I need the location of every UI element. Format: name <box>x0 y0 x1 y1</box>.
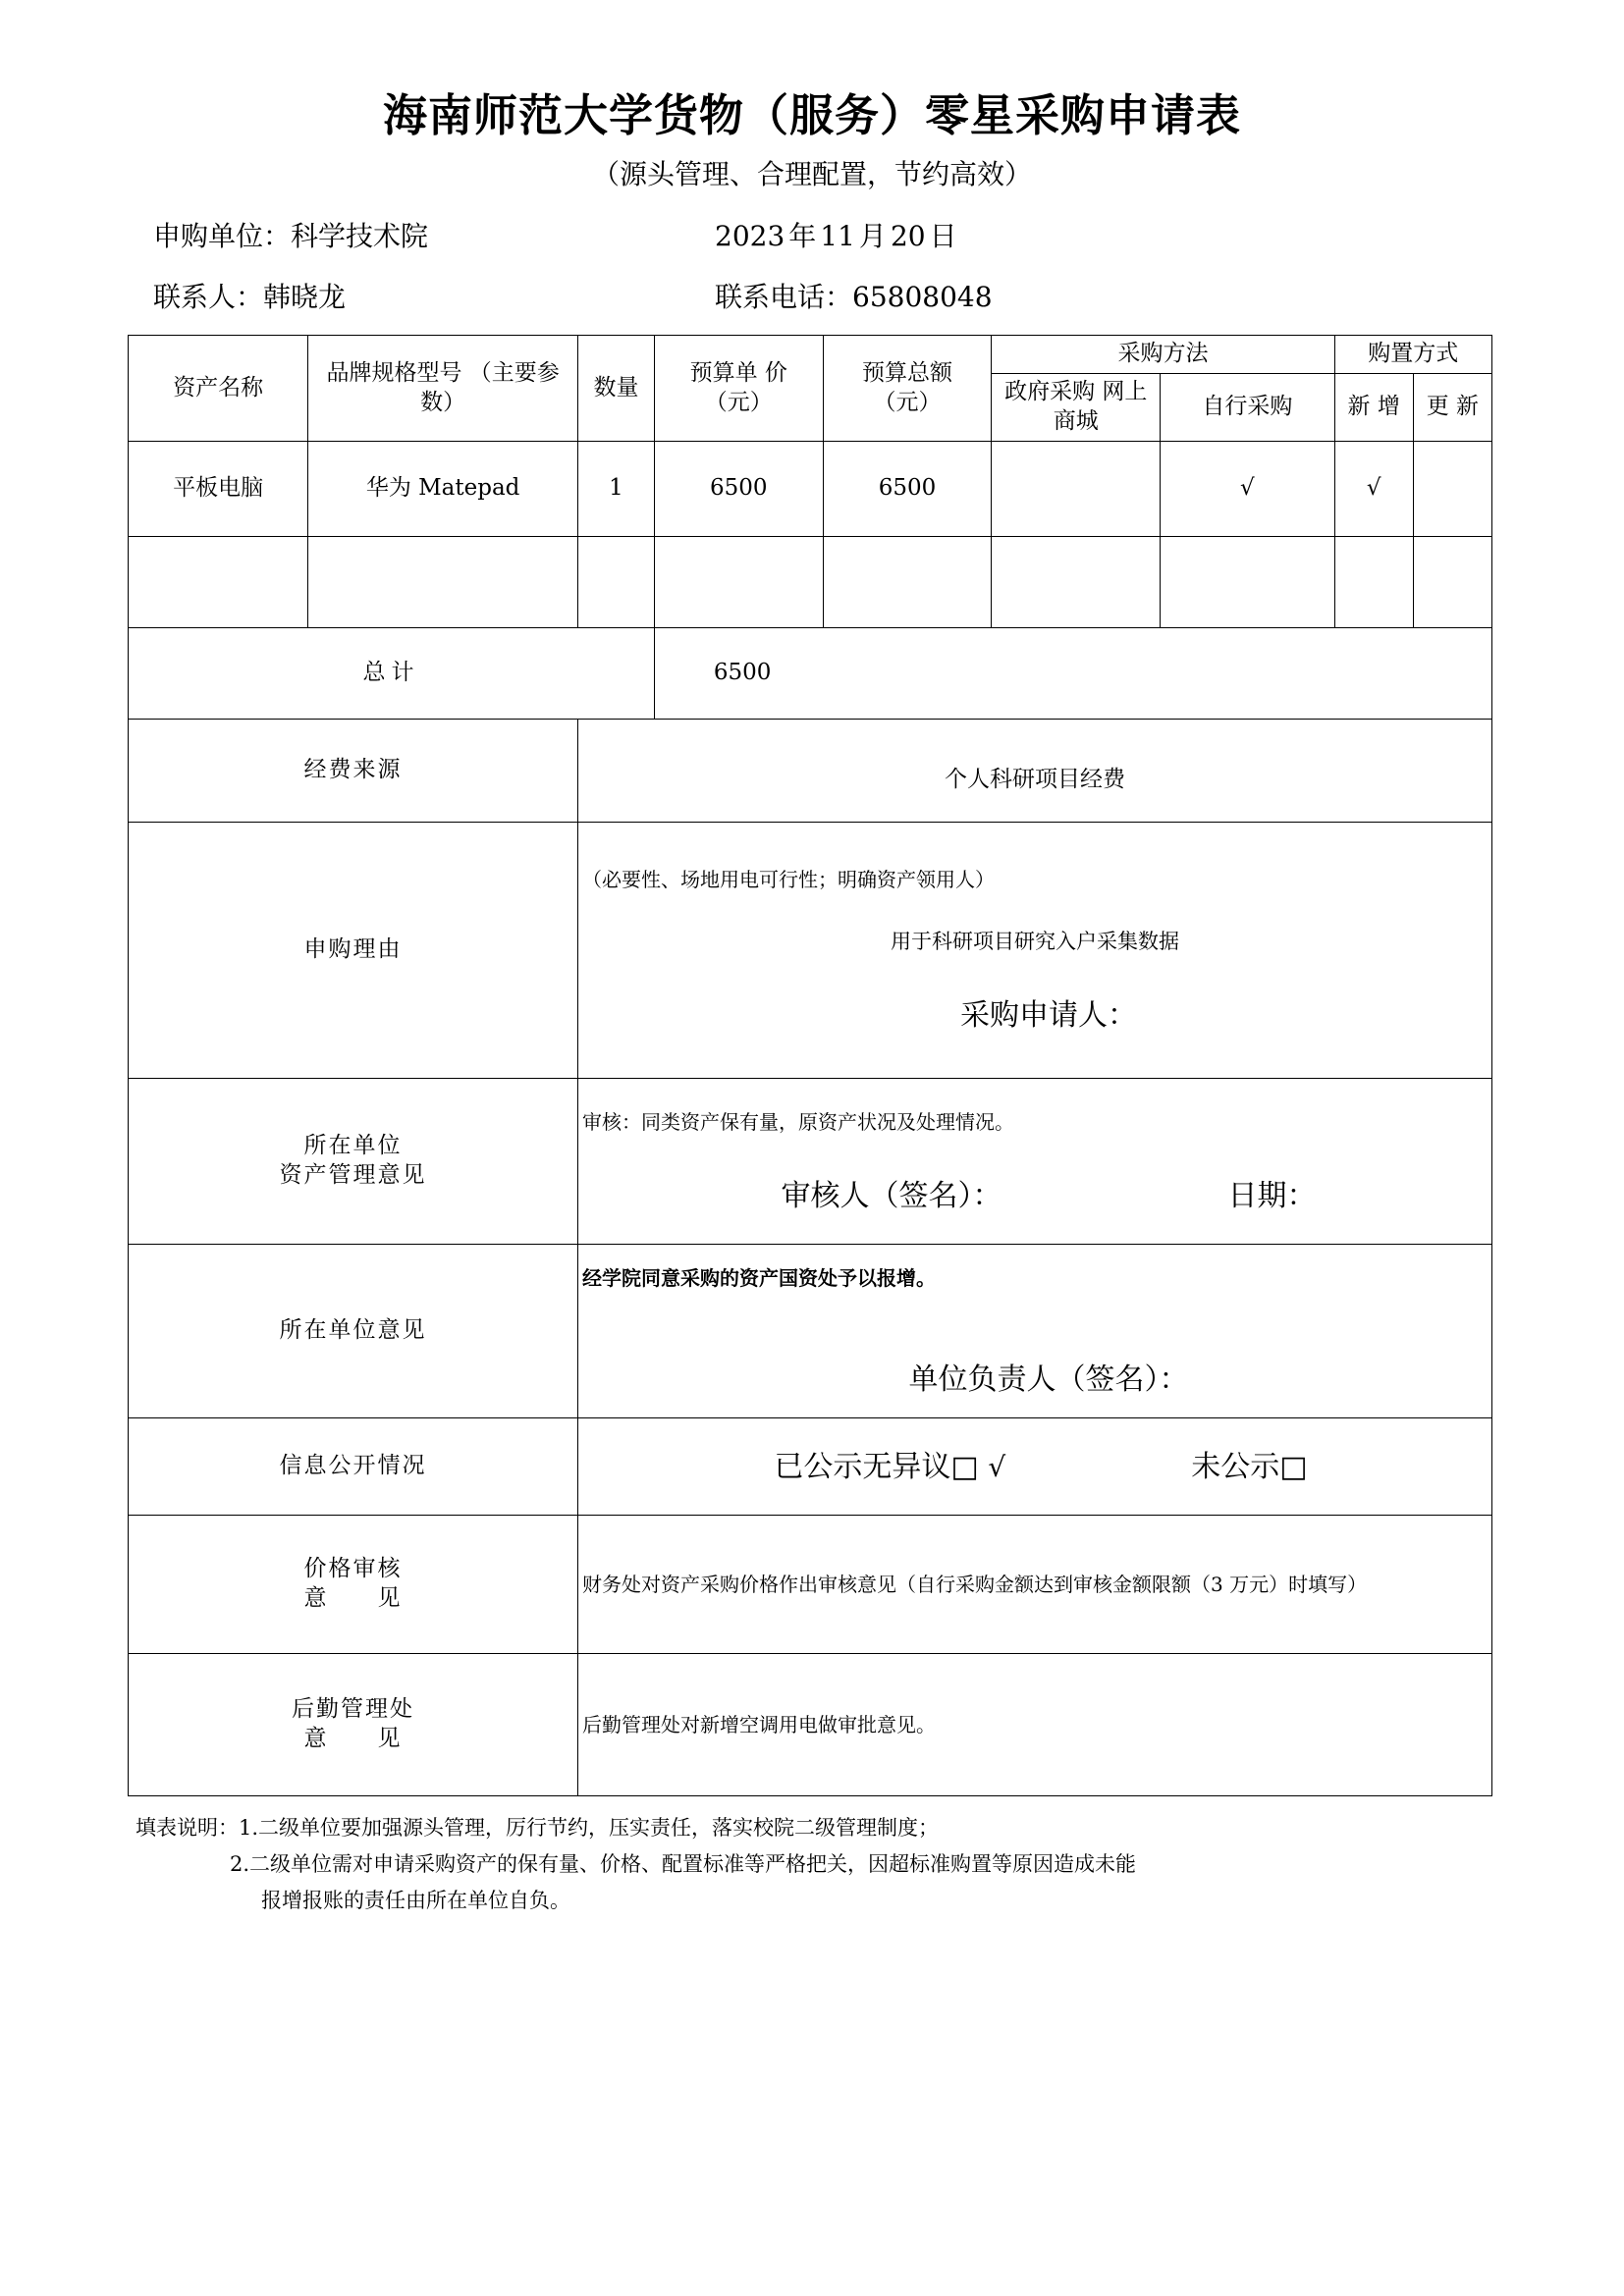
price-review-label-line1: 价格审核 <box>303 1556 403 1582</box>
total-value: 6500 <box>654 628 1491 720</box>
header-gov-mall-line2: 网上商城 <box>1053 379 1148 435</box>
cell-gov-mall-checkbox[interactable] <box>992 442 1161 537</box>
header-total-price-line1: 预算总额 <box>862 359 952 386</box>
section-asset-mgmt-opinion <box>129 1079 1492 1245</box>
price-review-hint: 财务处对资产采购价格作出审核意见（自行采购金额达到审核金额限额（3 万元）时填写） <box>582 1573 1368 1597</box>
cell-asset-name[interactable] <box>129 537 308 628</box>
page-title: 海南师范大学货物（服务）零星采购申请表 <box>382 89 1241 141</box>
asset-mgmt-opinion-body[interactable] <box>578 1079 1492 1245</box>
unit-head-signature-line[interactable]: 单位负责人（签名）： <box>908 1362 1189 1397</box>
applicant-unit-field <box>153 215 644 254</box>
cell-self-purchase-checkbox[interactable] <box>1161 537 1334 628</box>
cell-new-checkbox[interactable] <box>1334 537 1413 628</box>
header-brand-spec-line1: 品牌规格型号 <box>326 359 462 386</box>
header-acquisition-type: 购置方式 <box>1334 336 1491 374</box>
section-price-review <box>129 1516 1492 1654</box>
footer-notes <box>128 1810 1496 1918</box>
table-row <box>129 442 1492 537</box>
disclosure-unpublished-option[interactable]: 未公示□ <box>1191 1449 1308 1484</box>
asset-mgmt-signature-line[interactable] <box>582 1177 1488 1215</box>
header-new-line2: 增 <box>1377 394 1400 420</box>
procurement-form-table <box>128 335 1492 1796</box>
cell-asset-name[interactable]: 平板电脑 <box>129 442 308 537</box>
reason-label: 申购理由 <box>129 823 578 1079</box>
page-subtitle: （源头管理、合理配置，节约高效） <box>591 158 1032 191</box>
section-logistics <box>129 1654 1492 1796</box>
funding-source-label: 经费来源 <box>129 720 578 823</box>
section-funding-source <box>129 720 1492 823</box>
cell-unit-price[interactable]: 6500 <box>654 442 823 537</box>
reason-body[interactable] <box>578 823 1492 1079</box>
section-reason <box>129 823 1492 1079</box>
disclosure-body[interactable] <box>578 1418 1492 1516</box>
header-total-price <box>823 336 992 442</box>
notes-line-1 <box>135 1810 1496 1846</box>
meta-row-unit-date <box>128 215 1496 254</box>
logistics-label <box>129 1654 578 1796</box>
header-brand-spec <box>308 336 578 442</box>
header-new <box>1334 374 1413 442</box>
header-renew-line2: 新 <box>1456 394 1480 420</box>
header-unit-price-line2: 价 <box>764 359 787 386</box>
contact-person-label: 联系人： <box>153 281 264 314</box>
funding-source-value: 个人科研项目经费 <box>945 767 1125 793</box>
cell-total-price[interactable]: 6500 <box>823 442 992 537</box>
reason-hint: （必要性、场地用电可行性；明确资产领用人） <box>582 867 996 891</box>
contact-phone-field <box>644 276 993 315</box>
asset-mgmt-opinion-label <box>129 1079 578 1245</box>
purchase-applicant-signature-line[interactable]: 采购申请人： <box>960 998 1137 1034</box>
cell-total-price[interactable] <box>823 537 992 628</box>
header-unit-price <box>654 336 823 442</box>
contact-person-field <box>153 276 644 315</box>
price-review-label <box>129 1516 578 1654</box>
header-renew <box>1413 374 1491 442</box>
cell-quantity[interactable] <box>578 537 655 628</box>
contact-phone-label: 联系电话： <box>715 281 853 314</box>
cell-gov-mall-checkbox[interactable] <box>992 537 1161 628</box>
cell-new-checkbox[interactable]: √ <box>1334 442 1413 537</box>
table-total-row <box>129 628 1492 720</box>
header-renew-line1: 更 <box>1426 394 1449 420</box>
notes-item-1: 1.二级单位要加强源头管理，厉行节约，压实责任，落实校院二级管理制度； <box>239 1816 940 1841</box>
asset-mgmt-date-label: 日期： <box>1227 1178 1317 1213</box>
funding-source-body[interactable] <box>578 720 1492 823</box>
header-gov-mall-line1: 政府采购 <box>1004 379 1096 405</box>
logistics-label-line2: 意 见 <box>303 1726 403 1752</box>
table-header-row-1 <box>129 336 1492 374</box>
date-year-unit: 年 <box>788 220 817 253</box>
price-review-label-line2: 意 见 <box>303 1585 403 1612</box>
asset-mgmt-opinion-label-line2: 资产管理意见 <box>279 1162 427 1189</box>
disclosure-label: 信息公开情况 <box>129 1418 578 1516</box>
header-brand-spec-line2: （主要参数） <box>420 359 560 415</box>
table-row <box>129 537 1492 628</box>
meta-row-contact <box>128 276 1496 315</box>
header-quantity: 数量 <box>578 336 655 442</box>
applicant-unit-value: 科学技术院 <box>291 220 429 253</box>
contact-phone-value: 65808048 <box>852 281 993 314</box>
date-year-value: 2023 <box>715 220 785 253</box>
price-review-body[interactable] <box>578 1516 1492 1654</box>
cell-quantity[interactable]: 1 <box>578 442 655 537</box>
unit-opinion-hint: 经学院同意采购的资产国资处予以报增。 <box>582 1265 937 1290</box>
disclosure-published-option[interactable]: 已公示无异议□ <box>774 1449 979 1484</box>
cell-brand-spec[interactable] <box>308 537 578 628</box>
notes-line-3: 报增报账的责任由所在单位自负。 <box>261 1888 570 1912</box>
date-month-unit: 月 <box>858 220 887 253</box>
notes-prefix: 填表说明： <box>135 1816 239 1841</box>
cell-self-purchase-checkbox[interactable]: √ <box>1161 442 1334 537</box>
date-day-value: 20 <box>890 220 926 253</box>
logistics-hint: 后勤管理处对新增空调用电做审批意见。 <box>582 1713 937 1737</box>
logistics-label-line1: 后勤管理处 <box>292 1696 414 1723</box>
asset-mgmt-opinion-hint: 审核：同类资产保有量，原资产状况及处理情况。 <box>582 1109 1015 1134</box>
header-asset-name: 资产名称 <box>129 336 308 442</box>
reason-value: 用于科研项目研究入户采集数据 <box>891 929 1179 953</box>
unit-opinion-body[interactable] <box>578 1245 1492 1418</box>
disclosure-published-checkmark: √ <box>988 1450 1006 1483</box>
header-unit-price-line3: （元） <box>704 389 773 415</box>
contact-person-value: 韩晓龙 <box>263 281 347 314</box>
logistics-body[interactable] <box>578 1654 1492 1796</box>
header-unit-price-line1: 预算单 <box>689 359 758 386</box>
disclosure-options <box>582 1448 1488 1486</box>
applicant-unit-label: 申购单位： <box>153 220 292 253</box>
section-disclosure <box>129 1418 1492 1516</box>
header-self-purchase: 自行采购 <box>1161 374 1334 442</box>
header-total-price-line2: （元） <box>873 389 942 415</box>
header-purchase-method: 采购方法 <box>992 336 1334 374</box>
date-day-unit: 日 <box>929 220 957 253</box>
cell-unit-price[interactable] <box>654 537 823 628</box>
cell-renew-checkbox[interactable] <box>1413 537 1491 628</box>
notes-line-2: 2.二级单位需对申请采购资产的保有量、价格、配置标准等严格把关，因超标准购置等原因造成未能 <box>230 1851 1137 1876</box>
cell-brand-spec[interactable]: 华为 Matepad <box>308 442 578 537</box>
application-date-field <box>644 215 961 254</box>
unit-opinion-label: 所在单位意见 <box>129 1245 578 1418</box>
cell-renew-checkbox[interactable] <box>1413 442 1491 537</box>
total-label: 总计 <box>129 628 655 720</box>
header-gov-mall <box>992 374 1161 442</box>
section-unit-opinion <box>129 1245 1492 1418</box>
header-new-line1: 新 <box>1347 394 1371 420</box>
date-month-value: 11 <box>820 220 855 253</box>
asset-mgmt-reviewer-label: 审核人（签名）： <box>781 1178 1002 1213</box>
asset-mgmt-opinion-label-line1: 所在单位 <box>303 1133 403 1159</box>
